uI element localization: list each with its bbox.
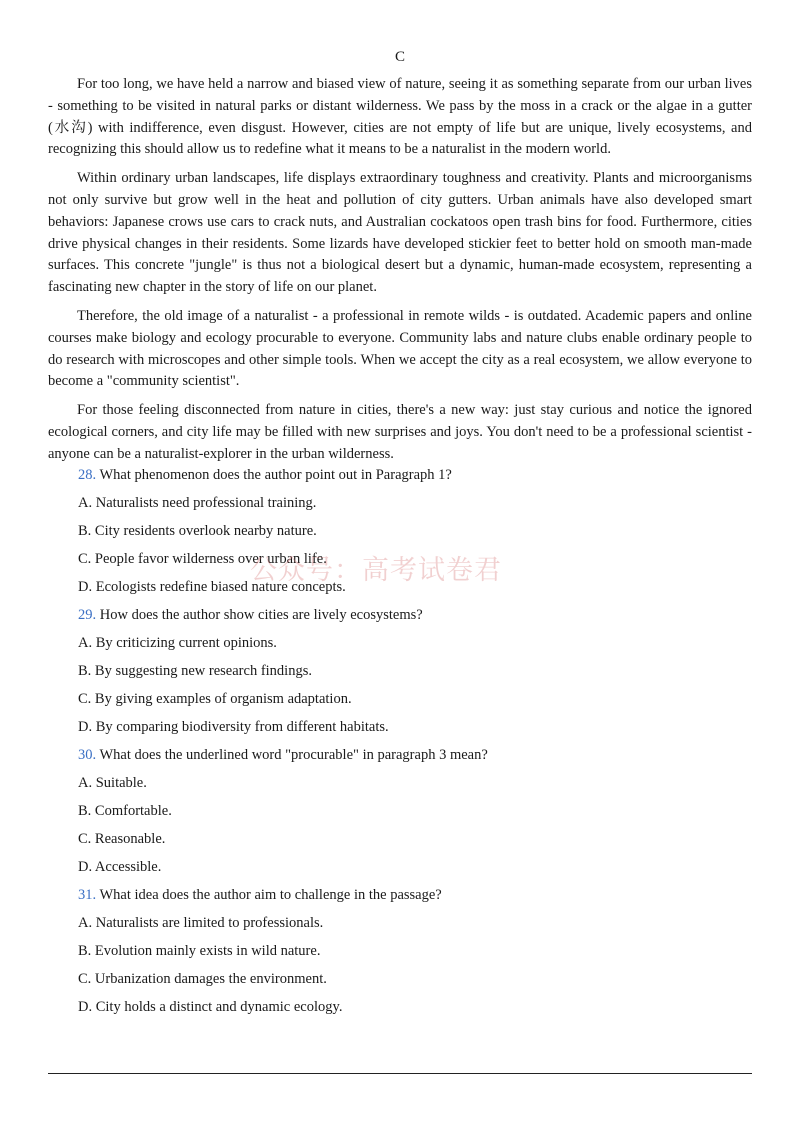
question-stem	[78, 745, 752, 773]
option-a: A. Suitable.	[78, 775, 147, 791]
question-30	[78, 745, 752, 885]
option-a: A. By criticizing current opinions.	[78, 635, 277, 651]
option-d: D. Accessible.	[78, 859, 162, 875]
passage-paragraph-3: Therefore, the old image of a naturalist - a professional in remote wilds - is outdated. Academic papers and online courses make biology and ecology procurable to everyone. Community labs and nature clubs enable ordinary people to do research with microscopes and other simple tools. When we accept the city as a real ecosystem, we allow everyone to become a "community scientist".	[48, 307, 752, 390]
question-number: 29.	[78, 607, 97, 623]
question-list	[78, 465, 752, 1025]
question-31	[78, 885, 752, 1025]
option-c: C. Reasonable.	[78, 831, 166, 847]
passage-paragraph-2: Within ordinary urban landscapes, life displays extraordinary toughness and creativity. Plants and microorganisms not only survive but grow well in the heat and pollution of city gutters. Urban animals have also developed smart behaviors: Japanese crows use cars to crack nuts, and Australian cockatoos open trash bins for food. Furthermore, cities drive physical changes in their residents. Some lizards have developed stickier feet to better hold on smooth man-made surfaces. This concrete "jungle" is thus not a biological desert but a dynamic, human-made ecosystem, representing a fascinating new chapter in the story of life on our planet.	[48, 170, 752, 296]
option-d: D. By comparing biodiversity from different habitats.	[78, 719, 389, 735]
passage-paragraph-1: For too long, we have held a narrow and biased view of nature, seeing it as something separate from our urban lives - something to be visited in natural parks or distant wilderness. We pass by the moss in a crack or the algae in a gutter (水沟) with indifference, even disgust. However, cities are not empty of life but are unique, lively ecosystems, and recognizing this should allow us to redefine what it means to be a naturalist in the modern world.	[48, 76, 752, 158]
option-c: C. Urbanization damages the environment.	[78, 971, 327, 987]
reading-passage	[48, 74, 752, 473]
section-heading: C	[394, 49, 405, 65]
question-stem	[78, 885, 752, 913]
option-a: A. Naturalists need professional training.	[78, 495, 317, 511]
question-text: What does the underlined word "procurable" in paragraph 3 mean?	[96, 747, 488, 763]
watermark-text: 公众号：高考试卷君	[250, 555, 502, 586]
question-number: 28.	[78, 467, 97, 483]
option-d: D. City holds a distinct and dynamic ecology.	[78, 999, 343, 1015]
question-text: What phenomenon does the author point out in Paragraph 1?	[96, 467, 452, 483]
passage-paragraph-4: For those feeling disconnected from nature in cities, there's a new way: just stay curious and notice the ignored ecological corners, and city life may be filled with new surprises and joys. You don't need to be a professional scientist - anyone can be a naturalist-explorer in the urban wilderness.	[48, 402, 752, 462]
question-text: How does the author show cities are lively ecosystems?	[96, 607, 423, 623]
option-a: A. Naturalists are limited to professionals.	[78, 915, 324, 931]
question-number: 31.	[78, 887, 97, 903]
option-b: B. By suggesting new research findings.	[78, 663, 312, 679]
option-c: C. People favor wilderness over urban life.	[78, 551, 327, 567]
question-number: 30.	[78, 747, 97, 763]
question-stem	[78, 465, 752, 493]
question-28	[78, 465, 752, 605]
question-text: What idea does the author aim to challenge in the passage?	[96, 887, 442, 903]
option-d: D. Ecologists redefine biased nature concepts.	[78, 579, 346, 595]
option-b: B. City residents overlook nearby nature.	[78, 523, 317, 539]
option-b: B. Evolution mainly exists in wild nature.	[78, 943, 321, 959]
question-29	[78, 605, 752, 745]
footer-divider	[48, 1073, 752, 1074]
option-c: C. By giving examples of organism adaptation.	[78, 691, 352, 707]
option-b: B. Comfortable.	[78, 803, 172, 819]
question-stem	[78, 605, 752, 633]
